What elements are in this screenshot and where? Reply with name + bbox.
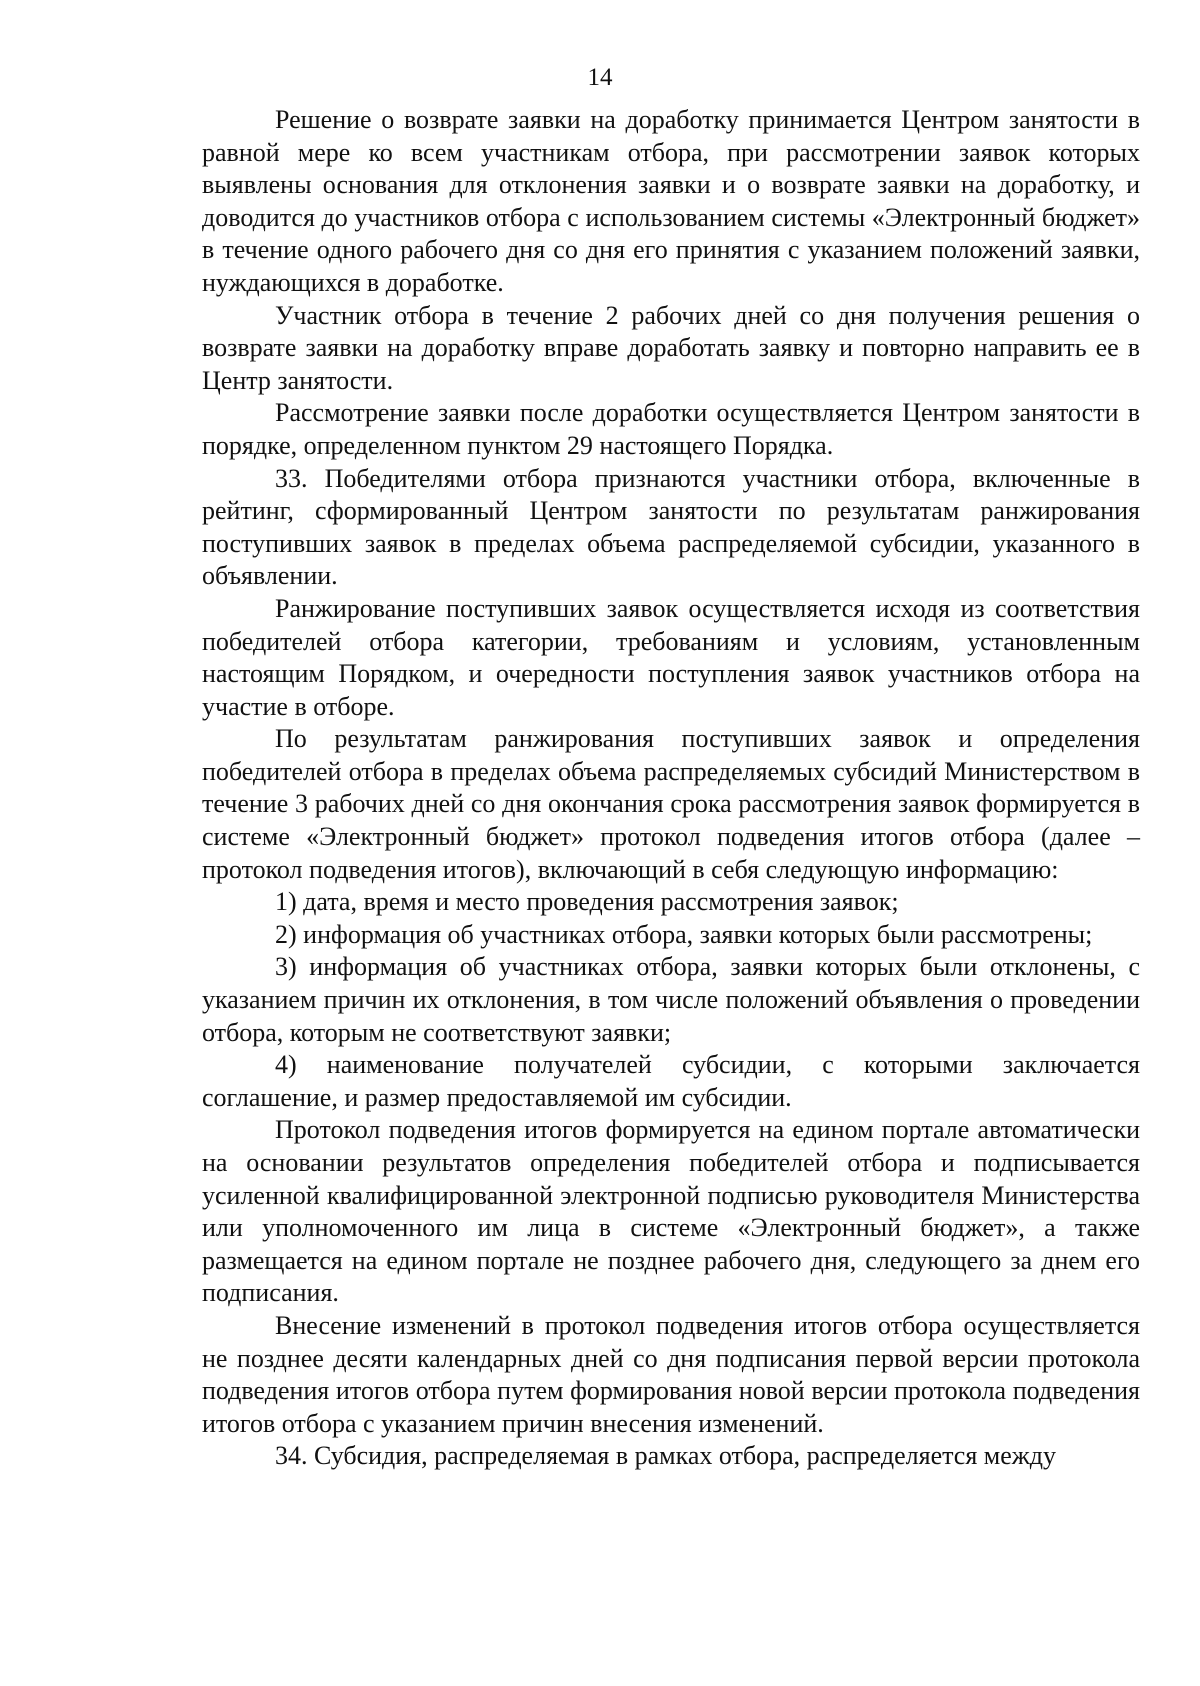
paragraph-protocol-signing: Протокол подведения итогов формируется на едином портале автоматически на основании результатов определения победителей отбора и подписывается усиленной квалифицированной электронной подписью руководителя Министерства или уполномоченного им лица в системе «Электронный бюджет», а также размещается на едином портале не позднее рабочего дня, следующего за днем его подписания. [202, 1115, 1140, 1308]
list-item-1: 1) дата, время и место проведения рассмотрения заявок; [275, 887, 899, 917]
paragraph-participant-revision: Участник отбора в течение 2 рабочих дней со дня получения решения о возврате заявки на доработку вправе доработать заявку и повторно направить ее в Центр занятости. [202, 300, 1140, 395]
list-item-3: 3) информация об участниках отбора, заявки которых были отклонены, с указанием причин их отклонения, в том числе положений объявления о проведении отбора, которым не соответствуют заявки; [202, 952, 1140, 1047]
paragraph-protocol-changes: Внесение изменений в протокол подведения итогов отбора осуществляется не позднее десяти календарных дней со дня подписания первой версии протокола подведения итогов отбора путем формирования новой версии протокола подведения итогов отбора с указанием причин внесения изменений. [202, 1310, 1140, 1438]
paragraph-results-protocol: По результатам ранжирования поступивших заявок и определения победителей отбора в пределах объема распределяемых субсидий Министерством в течение 3 рабочих дней со дня окончания срока рассмотрения заявок формируется в системе «Электронный бюджет» протокол подведения итогов отбора (далее – протокол подведения итогов), включающий в себя следующую информацию: [202, 724, 1140, 884]
paragraph-return-decision: Решение о возврате заявки на доработку принимается Центром занятости в равной мере ко всем участникам отбора, при рассмотрении заявок которых выявлены основания для отклонения заявки и о возврате заявки на доработку, и доводится до участников отбора с использованием системы «Электронный бюджет» в течение одного рабочего дня со дня его принятия с указанием положений заявки, нуждающихся в доработке. [202, 105, 1140, 297]
list-item-2: 2) информация об участниках отбора, заявки которых были рассмотрены; [275, 919, 1093, 949]
list-item-4: 4) наименование получателей субсидии, с которыми заключается соглашение, и размер предоставляемой им субсидии. [202, 1050, 1140, 1112]
paragraph-clause-34: 34. Субсидия, распределяемая в рамках отбора, распределяется между [275, 1441, 1056, 1471]
document-body [202, 104, 1140, 1473]
page-number: 14 [587, 64, 613, 91]
paragraph-review-after-revision: Рассмотрение заявки после доработки осуществляется Центром занятости в порядке, определенном пунктом 29 настоящего Порядка. [202, 398, 1140, 460]
paragraph-ranking: Ранжирование поступивших заявок осуществляется исходя из соответствия победителей отбора категории, требованиям и условиям, установленным настоящим Порядком, и очередности поступления заявок участников отбора на участие в отборе. [202, 593, 1140, 721]
paragraph-clause-33: 33. Победителями отбора признаются участники отбора, включенные в рейтинг, сформированный Центром занятости по результатам ранжирования поступивших заявок в пределах объема распределяемой субсидии, указанного в объявлении. [202, 463, 1140, 591]
